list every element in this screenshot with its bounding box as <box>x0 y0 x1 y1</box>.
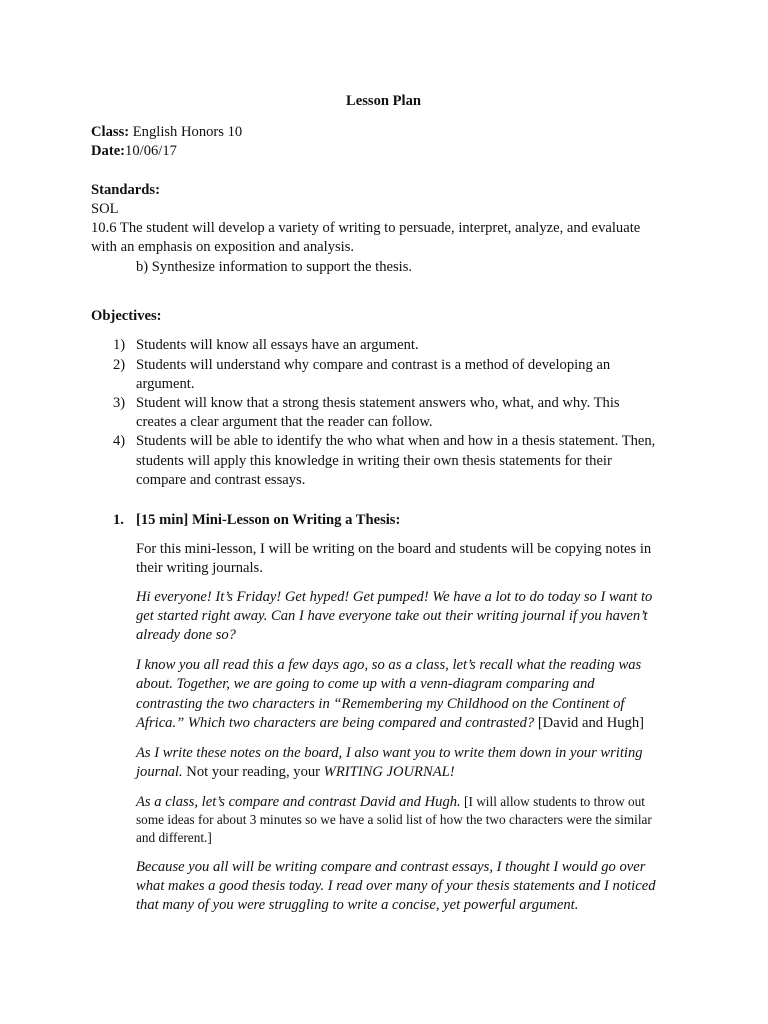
objective-number: 4) <box>113 433 126 449</box>
teacher-script-line: As I write these notes on the board, I also want you to write them down in your writing <box>136 745 643 761</box>
objective-text: Students will understand why compare and contrast is a method of developing an <box>136 357 611 373</box>
objective-text: argument. <box>136 376 195 392</box>
script-note-line: some ideas for about 3 minutes so we have a solid list of how the two characters were the similar <box>136 812 652 827</box>
script-note-line: and different.] <box>136 830 212 845</box>
section-number: 1. <box>113 512 124 528</box>
script-italic: As a class, let’s compare and contrast David and Hugh. <box>136 794 461 810</box>
objective-text: creates a clear argument that the reader can follow. <box>136 414 433 430</box>
teacher-script-line <box>136 763 455 782</box>
teacher-script-line: that many of you were struggling to write a concise, yet powerful argument. <box>136 897 579 913</box>
standard-sub: b) Synthesize information to support the thesis. <box>136 259 413 275</box>
teacher-script-line: about. Together, we are going to come up with a venn-diagram comparing and <box>136 676 595 692</box>
teacher-script-line <box>136 792 645 812</box>
teacher-script-line: get started right away. Can I have everyone take out their writing journal if you haven’t <box>136 608 648 624</box>
date-value: 10/06/17 <box>125 143 177 159</box>
objective-number: 2) <box>113 357 126 373</box>
teacher-script-line <box>136 714 644 733</box>
teacher-script-line: contrasting the two characters in “Remembering my Childhood on the Continent of <box>136 696 625 712</box>
class-label: Class: <box>91 124 130 140</box>
doc-title: Lesson Plan <box>346 93 422 109</box>
teacher-script-line: I know you all read this a few days ago, so as a class, let’s recall what the reading was <box>136 657 642 673</box>
date-label: Date: <box>91 143 126 159</box>
sol-text: SOL <box>91 201 119 217</box>
class-value: English Honors 10 <box>132 124 243 140</box>
objectives-heading: Objectives: <box>91 308 162 324</box>
standard-line-2: with an emphasis on exposition and analysis. <box>91 239 355 255</box>
teacher-script-line: Hi everyone! It’s Friday! Get hyped! Get pumped! We have a lot to do today so I want to <box>136 589 653 605</box>
teacher-script-line: Because you all will be writing compare and contrast essays, I thought I would go over <box>136 859 646 875</box>
standards-heading: Standards: <box>91 182 160 198</box>
objective-text: Student will know that a strong thesis statement answers who, what, and why. This <box>136 395 620 411</box>
standard-line-1: 10.6 The student will develop a variety of writing to persuade, interpret, analyze, and evaluate <box>91 220 641 236</box>
objective-number: 3) <box>113 395 126 411</box>
objective-text: compare and contrast essays. <box>136 472 306 488</box>
script-italic: Africa.” Which two characters are being compared and contrasted? <box>136 715 535 731</box>
objective-text: Students will be able to identify the who what when and how in a thesis statement. Then, <box>136 433 656 449</box>
paragraph-line: For this mini-lesson, I will be writing on the board and students will be copying notes in <box>136 541 652 557</box>
teacher-script-line: what makes a good thesis today. I read over many of your thesis statements and I noticed <box>136 878 656 894</box>
objective-number: 1) <box>113 337 126 353</box>
script-italic: journal. <box>136 764 183 780</box>
script-note: [I will allow students to throw out <box>460 794 645 809</box>
class-line <box>91 123 242 142</box>
script-plain: Not your reading, your <box>182 764 324 780</box>
objective-text: students will apply this knowledge in writing their own thesis statements for their <box>136 453 612 469</box>
script-emphasis: WRITING JOURNAL! <box>323 764 455 780</box>
section-heading: [15 min] Mini-Lesson on Writing a Thesis: <box>136 512 401 528</box>
paragraph-line: their writing journals. <box>136 560 263 576</box>
teacher-script-line: already done so? <box>136 627 236 643</box>
objective-text: Students will know all essays have an argument. <box>136 337 419 353</box>
script-answer: [David and Hugh] <box>534 715 645 731</box>
date-line <box>91 142 177 161</box>
